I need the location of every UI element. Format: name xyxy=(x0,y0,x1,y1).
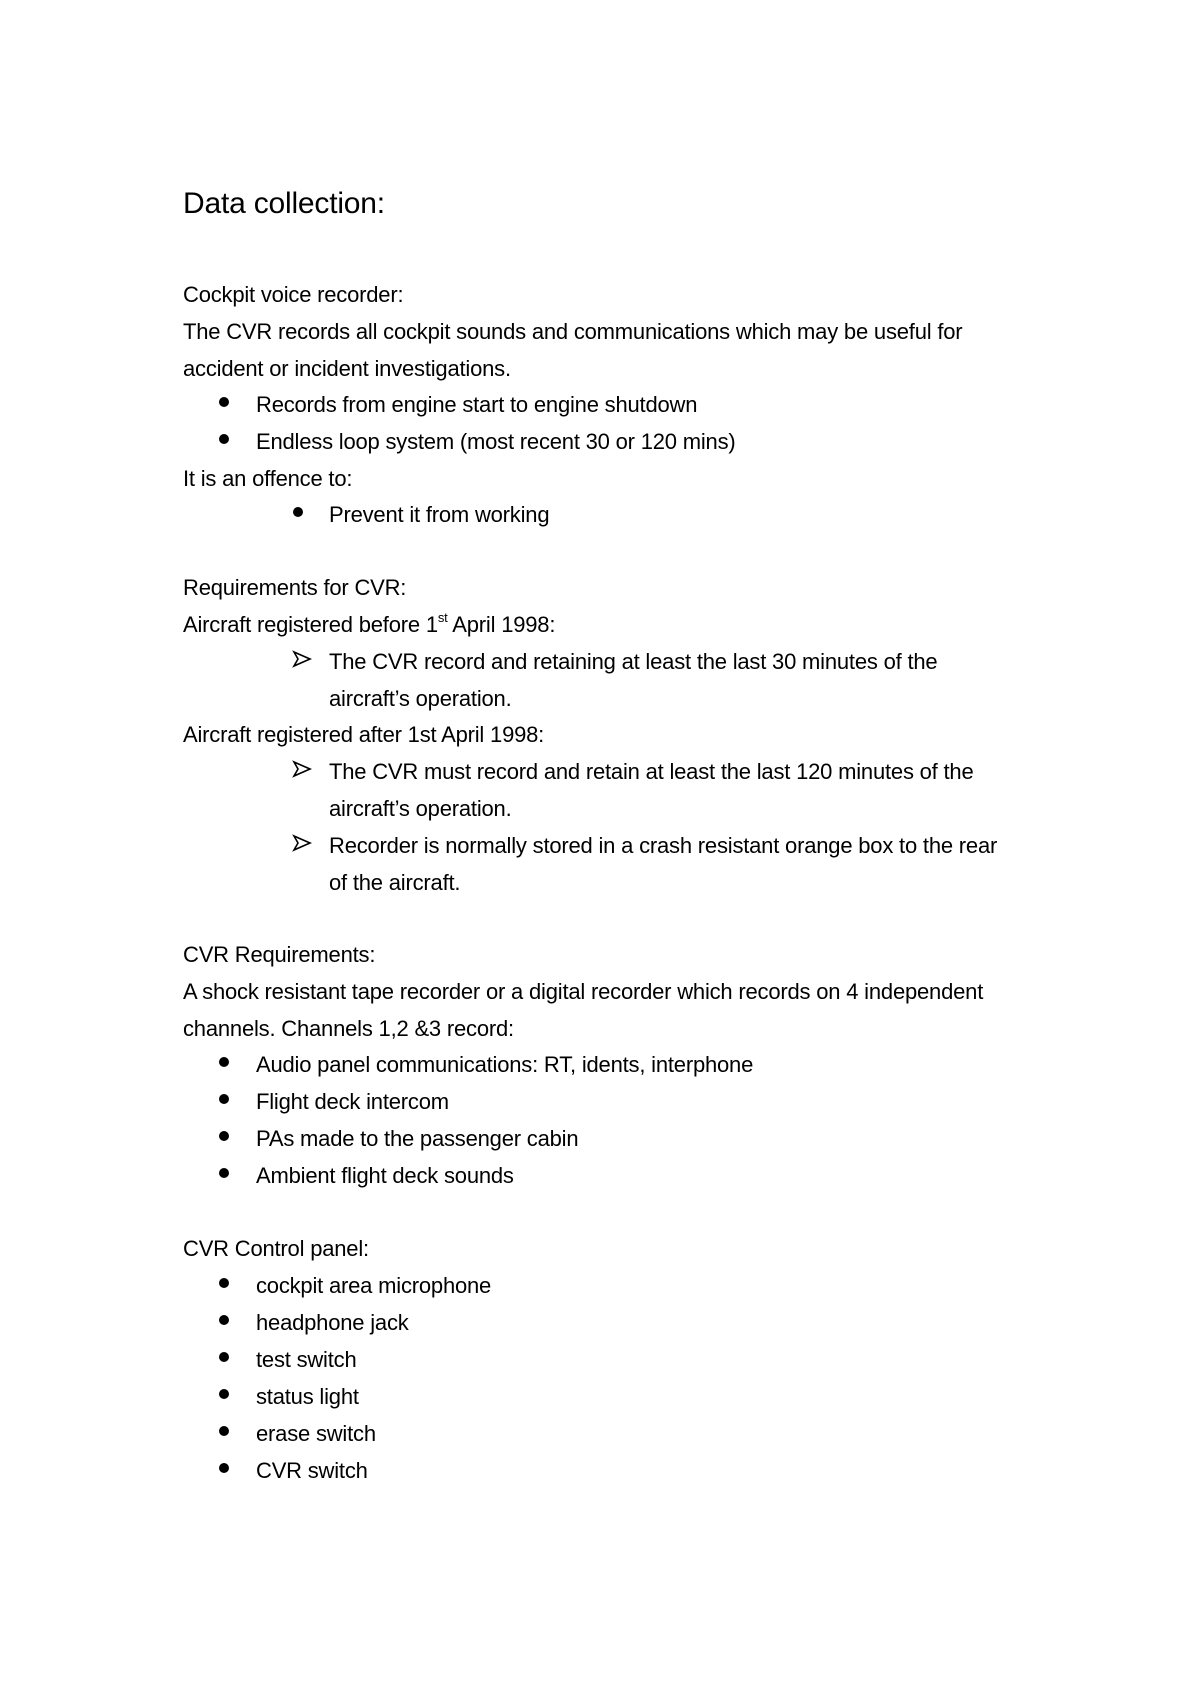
paragraph-line: Aircraft registered after 1st April 1998: xyxy=(183,722,545,747)
list-item: Ambient flight deck sounds xyxy=(256,1163,514,1188)
paragraph-line: accident or incident investigations. xyxy=(183,356,511,381)
list-item: Flight deck intercom xyxy=(256,1089,449,1114)
section-heading-cvr-requirements: CVR Requirements: xyxy=(183,942,376,967)
page-title: Data collection: xyxy=(183,187,385,220)
bullet-icon xyxy=(219,1168,229,1178)
arrow-bullet-icon xyxy=(292,759,312,779)
paragraph-line-registered-before xyxy=(183,611,555,639)
list-item: headphone jack xyxy=(256,1310,409,1335)
bullet-icon xyxy=(219,1278,229,1288)
list-item: test switch xyxy=(256,1347,357,1372)
list-item: Recorder is normally stored in a crash resistant orange box to the rear xyxy=(329,833,998,858)
bullet-icon xyxy=(219,1057,229,1067)
paragraph-line: channels. Channels 1,2 &3 record: xyxy=(183,1016,514,1041)
bullet-icon xyxy=(293,507,303,517)
bullet-icon xyxy=(219,1463,229,1473)
list-item: PAs made to the passenger cabin xyxy=(256,1126,579,1151)
bullet-icon xyxy=(219,1315,229,1325)
paragraph-line: It is an offence to: xyxy=(183,466,353,491)
list-item: Endless loop system (most recent 30 or 120 mins) xyxy=(256,429,736,454)
list-item-continuation: aircraft’s operation. xyxy=(329,796,512,821)
list-item-continuation: of the aircraft. xyxy=(329,870,461,895)
paragraph-line: The CVR records all cockpit sounds and communications which may be useful for xyxy=(183,319,963,344)
list-item: CVR switch xyxy=(256,1458,368,1483)
registered-before-date: April 1998: xyxy=(447,612,556,637)
section-heading-cvr-control-panel: CVR Control panel: xyxy=(183,1236,369,1261)
arrow-bullet-icon xyxy=(292,649,312,669)
section-heading-cockpit-voice-recorder: Cockpit voice recorder: xyxy=(183,282,404,307)
arrow-bullet-icon xyxy=(292,833,312,853)
ordinal-superscript: st xyxy=(437,609,448,625)
list-item: status light xyxy=(256,1384,359,1409)
list-item: Records from engine start to engine shutdown xyxy=(256,392,698,417)
bullet-icon xyxy=(219,1426,229,1436)
list-item: The CVR record and retaining at least the last 30 minutes of the xyxy=(329,649,938,674)
list-item: Audio panel communications: RT, idents, interphone xyxy=(256,1052,754,1077)
bullet-icon xyxy=(219,397,229,407)
bullet-icon xyxy=(219,1094,229,1104)
list-item: erase switch xyxy=(256,1421,376,1446)
registered-before-text: Aircraft registered before 1 xyxy=(183,612,438,637)
bullet-icon xyxy=(219,434,229,444)
paragraph-line: A shock resistant tape recorder or a digital recorder which records on 4 independent xyxy=(183,979,984,1004)
bullet-icon xyxy=(219,1352,229,1362)
section-heading-requirements-for-cvr: Requirements for CVR: xyxy=(183,575,407,600)
list-item: The CVR must record and retain at least the last 120 minutes of the xyxy=(329,759,974,784)
bullet-icon xyxy=(219,1389,229,1399)
bullet-icon xyxy=(219,1131,229,1141)
list-item: cockpit area microphone xyxy=(256,1273,492,1298)
list-item-continuation: aircraft’s operation. xyxy=(329,686,512,711)
list-item: Prevent it from working xyxy=(329,502,550,527)
